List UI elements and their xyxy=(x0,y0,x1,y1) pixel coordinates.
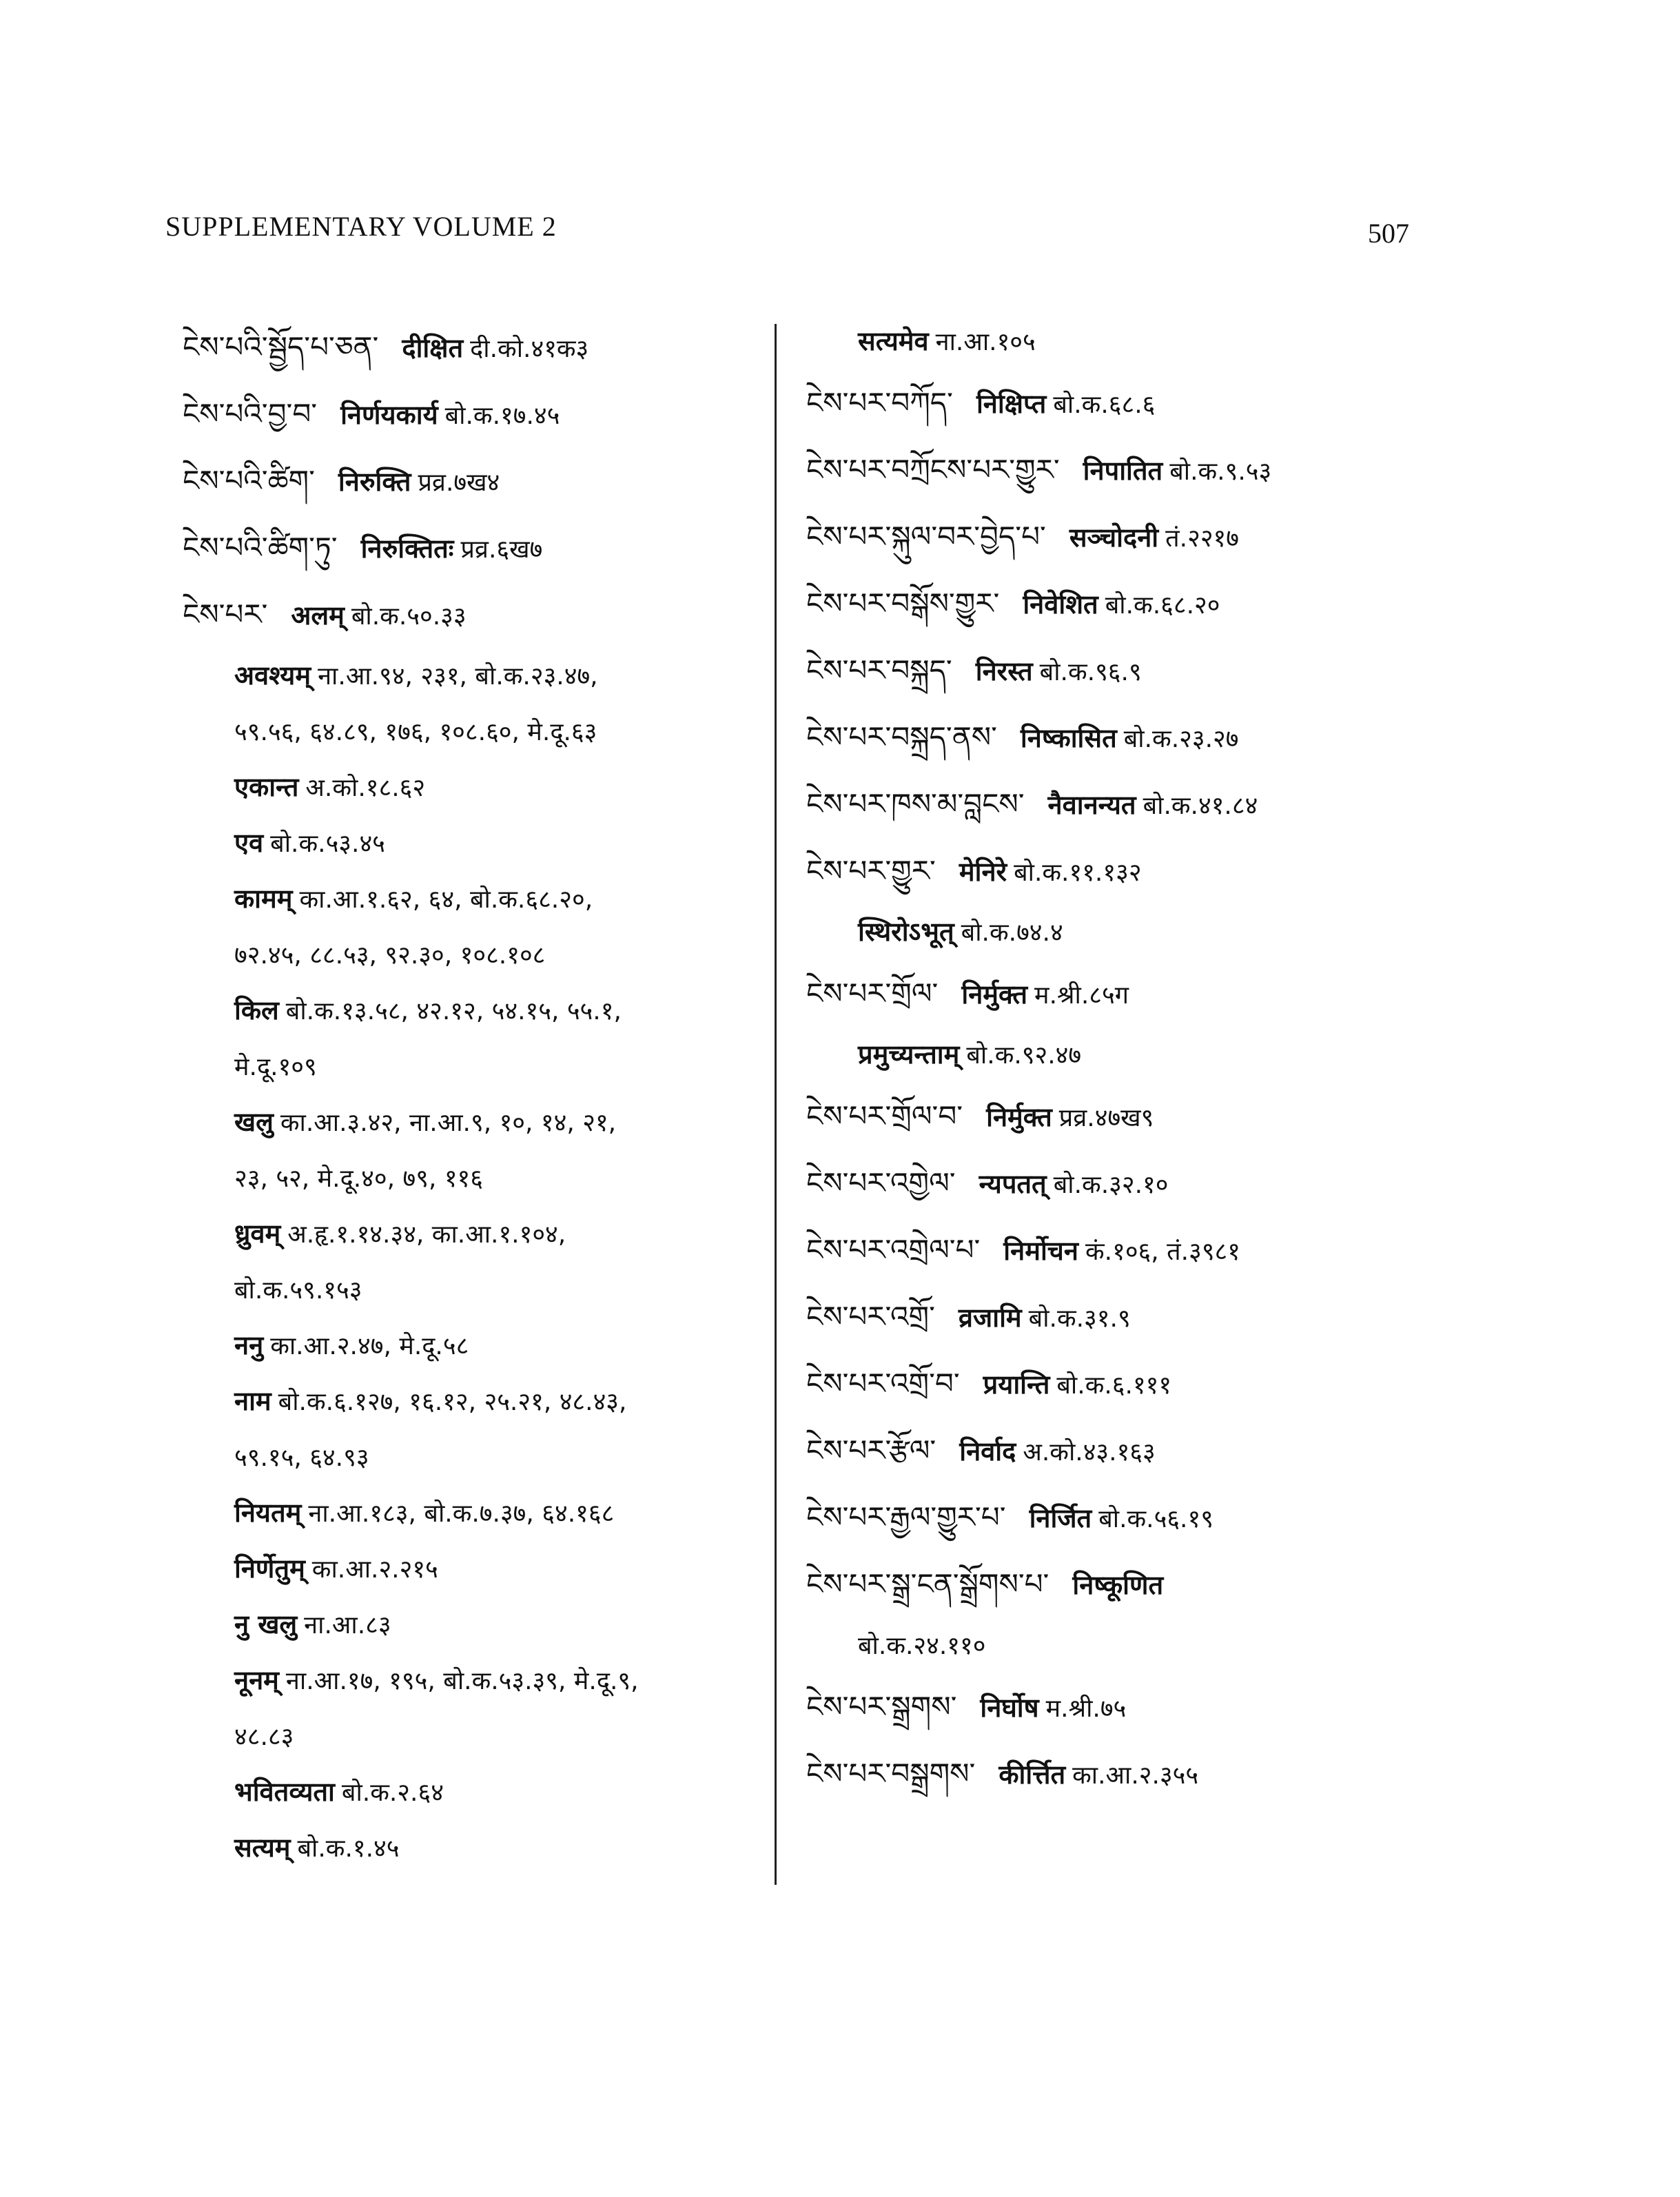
dictionary-entry xyxy=(806,1417,1420,1484)
source-reference: बो.क.३२.१० xyxy=(1053,1171,1169,1199)
tibetan-headword: ངེས་པར་ xyxy=(183,597,268,631)
dictionary-entry xyxy=(806,1551,1420,1617)
tibetan-headword: ངེས་པར་ཁས་མ་བླངས་ xyxy=(806,787,1025,821)
dictionary-entry xyxy=(806,1149,1420,1216)
sanskrit-equivalent: किल xyxy=(234,995,279,1025)
sanskrit-equivalent: स्थिरोऽभूत् xyxy=(858,917,954,947)
sanskrit-equivalent: निरुक्ति xyxy=(338,467,411,497)
sanskrit-equivalent: कीर्त्तित xyxy=(998,1759,1066,1790)
source-reference: बो.क.१७.४५ xyxy=(444,402,560,430)
right-column xyxy=(806,314,1420,1807)
sanskrit-equivalent: नाम xyxy=(234,1386,272,1416)
tibetan-headword: ངེས་པར་རྩོལ་ xyxy=(806,1433,936,1467)
source-reference: अ.को.१८.६२ xyxy=(305,774,426,802)
source-reference: ना.आ.१७, १९५, बो.क.५३.३९, मे.दू.९, xyxy=(285,1667,639,1695)
dictionary-entry xyxy=(806,570,1420,637)
sub-entry xyxy=(183,1597,768,1653)
sub-entry xyxy=(806,314,1420,369)
source-reference: कं.१०६, तं.३९८१ xyxy=(1085,1238,1240,1266)
tibetan-headword: ངེས་པར་བསྒྲགས་ xyxy=(806,1757,976,1790)
sanskrit-equivalent: निर्घोष xyxy=(980,1693,1039,1723)
source-reference: बो.क.२४.११० xyxy=(858,1632,986,1660)
source-reference: दी.को.४१क३ xyxy=(470,335,589,363)
source-reference: बो.क.५३.४५ xyxy=(270,830,385,858)
dictionary-entry xyxy=(806,1484,1420,1551)
left-column xyxy=(183,314,768,1876)
tibetan-headword: ངེས་པར་བཀོད་ xyxy=(806,386,953,420)
source-reference: बो.क.९.५३ xyxy=(1169,458,1272,486)
source-reference: बो.क.५६.१९ xyxy=(1098,1505,1213,1533)
dictionary-entry xyxy=(806,1083,1420,1149)
sanskrit-equivalent: निक्षिप्त xyxy=(976,389,1047,419)
sanskrit-equivalent: निपातित xyxy=(1083,456,1163,486)
tibetan-headword: ངེས་པའི་བྱ་བ་ xyxy=(183,397,318,431)
sub-entry xyxy=(183,1820,768,1876)
source-reference: प्रव्र.६ख७ xyxy=(460,535,543,564)
dictionary-entry xyxy=(806,637,1420,704)
source-reference: मे.दू.१०९ xyxy=(234,1053,317,1081)
sub-entry xyxy=(183,1094,768,1150)
source-reference: बो.क.६८.६ xyxy=(1053,391,1156,419)
sanskrit-equivalent: नूनम् xyxy=(234,1665,279,1695)
dictionary-entry xyxy=(806,1740,1420,1807)
continuation-line xyxy=(183,1039,768,1094)
source-reference: बो.क.५९.१५३ xyxy=(234,1276,362,1305)
continuation-line xyxy=(183,1708,768,1764)
tibetan-headword: ངེས་པར་གྲོལ་ xyxy=(806,977,939,1010)
dictionary-entry xyxy=(183,314,768,380)
tibetan-headword: ངེས་པར་གྲོལ་བ་ xyxy=(806,1099,963,1133)
sub-entry xyxy=(183,1206,768,1262)
sub-entry xyxy=(183,1653,768,1708)
continuation-line xyxy=(183,1150,768,1206)
sanskrit-equivalent: निष्कासित xyxy=(1020,723,1117,753)
sub-entry xyxy=(183,1485,768,1541)
source-reference: ना.आ.९४, २३१, बो.क.२३.४७, xyxy=(318,662,598,691)
tibetan-headword: ངེས་པར་འགྲོ་བ་ xyxy=(806,1367,960,1400)
dictionary-entry xyxy=(806,770,1420,837)
source-reference: ना.आ.१०५ xyxy=(935,328,1036,356)
dictionary-entry xyxy=(806,1283,1420,1350)
sanskrit-equivalent: अवश्यम् xyxy=(234,660,311,691)
dictionary-entry xyxy=(806,837,1420,904)
sanskrit-equivalent: न्यपतत् xyxy=(979,1169,1047,1199)
source-reference: बो.क.११.१३२ xyxy=(1014,859,1142,887)
dictionary-entry xyxy=(183,447,768,514)
sub-entry xyxy=(806,904,1420,960)
source-reference: का.आ.१.६२, ६४, बो.क.६८.२०, xyxy=(299,886,593,914)
source-reference: बो.क.९२.४७ xyxy=(966,1041,1082,1070)
sub-entry xyxy=(806,1027,1420,1083)
sanskrit-equivalent: दीक्षित xyxy=(402,333,464,363)
source-reference: का.आ.२.४७, मे.दू.५८ xyxy=(270,1332,469,1360)
source-reference: ना.आ.८३ xyxy=(304,1611,391,1639)
dictionary-entry xyxy=(183,581,768,648)
sanskrit-equivalent: सत्यमेव xyxy=(858,326,929,356)
tibetan-headword: ངེས་པར་འགྲོ་ xyxy=(806,1300,935,1333)
sanskrit-equivalent: एव xyxy=(234,828,264,858)
sanskrit-equivalent: ध्रुवम् xyxy=(234,1218,281,1249)
source-reference: ना.आ.१८३, बो.क.७.३७, ६४.१६८ xyxy=(308,1500,615,1528)
sub-entry xyxy=(183,759,768,815)
source-reference: प्रव्र.४७ख९ xyxy=(1058,1104,1154,1132)
source-reference: बो.क.१३.५८, ४२.१२, ५४.१५, ५५.१, xyxy=(285,997,622,1025)
sanskrit-equivalent: नु खलु xyxy=(234,1609,298,1639)
sanskrit-equivalent: निर्मुक्त xyxy=(961,979,1028,1010)
source-reference: बो.क.६८.२० xyxy=(1105,591,1220,620)
continuation-line xyxy=(183,927,768,983)
source-reference: बो.क.२.६४ xyxy=(341,1779,444,1807)
dictionary-entry xyxy=(806,1216,1420,1283)
source-reference: ५९.५६, ६४.८९, १७६, १०८.६०, मे.दू.६३ xyxy=(234,718,597,746)
sanskrit-equivalent: प्रयान्ति xyxy=(983,1369,1050,1400)
source-reference: २३, ५२, मे.दू.४०, ७९, ११६ xyxy=(234,1165,483,1193)
tibetan-headword: ངེས་པར་སྒྲགས་ xyxy=(806,1690,957,1724)
dictionary-entry xyxy=(806,960,1420,1027)
continuation-line xyxy=(806,1617,1420,1673)
source-reference: बो.क.७४.४ xyxy=(961,919,1063,947)
source-reference: बो.क.५०.३३ xyxy=(351,602,467,631)
tibetan-headword: ངེས་པར་བཀྲོངས་པར་གྱུར་ xyxy=(806,453,1060,487)
tibetan-headword: ངེས་པར་བསྐྲད་ xyxy=(806,653,952,687)
source-reference: ५९.१५, ६४.९३ xyxy=(234,1444,369,1472)
sanskrit-equivalent: निरस्त xyxy=(975,656,1033,686)
source-reference: प्रव्र.७ख४ xyxy=(418,469,500,497)
source-reference: ४८.८३ xyxy=(234,1723,294,1751)
dictionary-entry xyxy=(183,514,768,581)
source-reference: बो.क.४१.८४ xyxy=(1143,792,1258,820)
tibetan-headword: ངེས་པའི་ཚིག་ཏུ་ xyxy=(183,531,338,564)
running-head: SUPPLEMENTARY VOLUME 2 xyxy=(165,211,557,242)
source-reference: अ.को.४३.१६३ xyxy=(1023,1438,1156,1467)
sanskrit-equivalent: खलु xyxy=(234,1107,274,1137)
source-reference: ७२.४५, ८८.५३, ९२.३०, १०८.१०८ xyxy=(234,941,546,970)
tibetan-headword: ངེས་པར་སྐུལ་བར་བྱེད་པ་ xyxy=(806,520,1046,553)
source-reference: बो.क.६.१११ xyxy=(1056,1371,1172,1400)
sanskrit-equivalent: भवितव्यता xyxy=(234,1777,335,1807)
sanskrit-equivalent: निर्जित xyxy=(1029,1503,1092,1533)
dictionary-entry xyxy=(806,1350,1420,1417)
dictionary-entry xyxy=(806,1673,1420,1740)
continuation-line xyxy=(183,1262,768,1318)
sanskrit-equivalent: कामम् xyxy=(234,883,293,914)
tibetan-headword: ངེས་པའི་སྦྱོད་པ་ཅན་ xyxy=(183,330,379,364)
source-reference: बो.क.२३.२७ xyxy=(1123,725,1239,753)
column-divider xyxy=(775,324,777,1885)
sanskrit-equivalent: सञ्चोदनी xyxy=(1069,522,1159,553)
sanskrit-equivalent: अलम् xyxy=(291,600,345,631)
sub-entry xyxy=(183,1764,768,1820)
tibetan-headword: ངེས་པར་བསྒོས་གྱུར་ xyxy=(806,586,1000,620)
source-reference: म.श्री.७५ xyxy=(1045,1695,1127,1723)
sanskrit-equivalent: निर्मुक्त xyxy=(986,1102,1052,1132)
sanskrit-equivalent: निर्णेतुम् xyxy=(234,1553,305,1584)
sub-entry xyxy=(183,871,768,927)
sanskrit-equivalent: नैवानन्यत xyxy=(1047,790,1136,820)
sanskrit-equivalent: निष्कूणित xyxy=(1072,1570,1164,1600)
sub-entry xyxy=(183,1373,768,1429)
sub-entry xyxy=(183,1541,768,1597)
sanskrit-equivalent: निवेशित xyxy=(1023,589,1098,620)
dictionary-entry xyxy=(806,436,1420,503)
dictionary-entry xyxy=(806,369,1420,436)
sub-entry xyxy=(183,815,768,871)
source-reference: बो.क.६.१२७, १६.१२, २५.२१, ४८.४३, xyxy=(278,1388,627,1416)
source-reference: बो.क.१.४५ xyxy=(297,1835,400,1863)
sub-entry xyxy=(183,983,768,1039)
sanskrit-equivalent: निर्णयकार्य xyxy=(340,400,438,430)
tibetan-headword: ངེས་པར་འགྲེལ་པ་ xyxy=(806,1233,981,1267)
sanskrit-equivalent: व्रजामि xyxy=(958,1302,1022,1333)
source-reference: का.आ.२.२१५ xyxy=(311,1555,438,1584)
sanskrit-equivalent: निर्वाद xyxy=(959,1436,1016,1467)
tibetan-headword: ངེས་པའི་ཚིག་ xyxy=(183,464,315,498)
source-reference: का.आ.३.४२, ना.आ.९, १०, १४, २१, xyxy=(280,1109,617,1137)
tibetan-headword: ངེས་པར་འགྱེལ་ xyxy=(806,1166,956,1200)
sanskrit-equivalent: ननु xyxy=(234,1330,264,1360)
source-reference: तं.२२१७ xyxy=(1165,524,1239,553)
dictionary-entry xyxy=(806,503,1420,570)
source-reference: म.श्री.८५ग xyxy=(1034,981,1129,1010)
source-reference: बो.क.३१.९ xyxy=(1028,1305,1131,1333)
continuation-line xyxy=(183,704,768,759)
tibetan-headword: ངེས་པར་སྒྲ་ངན་སྒྲོགས་པ་ xyxy=(806,1567,1049,1601)
tibetan-headword: ངེས་པར་གྱུར་ xyxy=(806,854,936,888)
sanskrit-equivalent: निरुक्तितः xyxy=(360,533,454,564)
sanskrit-equivalent: एकान्त xyxy=(234,772,299,802)
source-reference: का.आ.२.३५५ xyxy=(1072,1761,1199,1790)
sanskrit-equivalent: प्रमुच्यन्ताम् xyxy=(858,1039,960,1070)
sanskrit-equivalent: सत्यम् xyxy=(234,1832,291,1863)
tibetan-headword: ངེས་པར་རྒྱལ་གྱུར་པ་ xyxy=(806,1500,1006,1534)
dictionary-entry xyxy=(183,380,768,447)
sanskrit-equivalent: नियतम् xyxy=(234,1498,302,1528)
source-reference: अ.हृ.१.१४.३४, का.आ.१.१०४, xyxy=(287,1220,566,1249)
page-number: 507 xyxy=(1368,218,1409,249)
tibetan-headword: ངེས་པར་བསྐྲད་ནས་ xyxy=(806,720,997,754)
source-reference: बो.क.९६.९ xyxy=(1039,658,1142,686)
dictionary-entry xyxy=(806,704,1420,770)
continuation-line xyxy=(183,1429,768,1485)
sub-entry xyxy=(183,648,768,704)
sub-entry xyxy=(183,1318,768,1373)
sanskrit-equivalent: निर्मोचन xyxy=(1003,1236,1079,1266)
sanskrit-equivalent: मेनिरे xyxy=(959,857,1007,887)
